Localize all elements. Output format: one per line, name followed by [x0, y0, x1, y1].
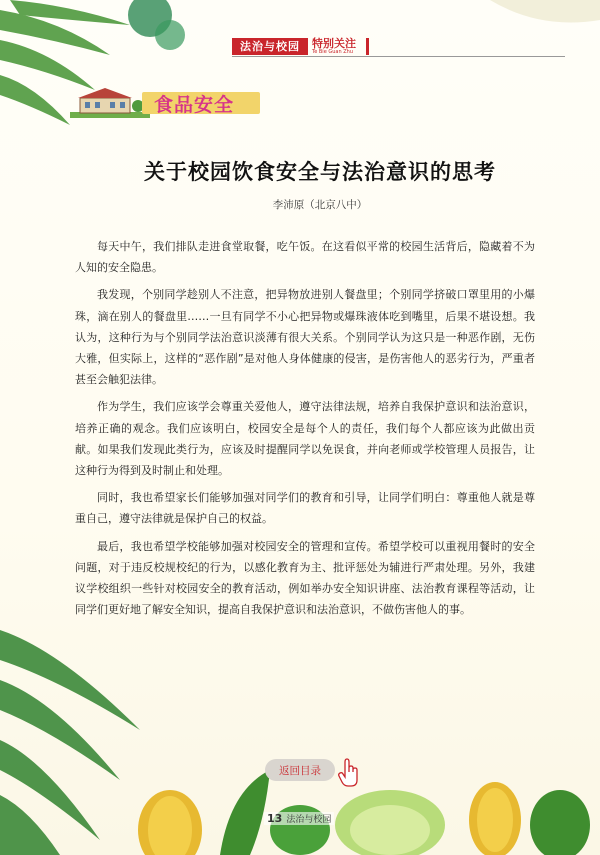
column-pinyin: Te Bie Guan Zhu: [312, 49, 353, 55]
paragraph: 同时，我也希望家长们能够加强对同学们的教育和引导，让同学们明白：尊重他人就是尊重自己，遵守法律就是保护自己的权益。: [75, 491, 535, 526]
header-divider: [232, 56, 565, 57]
header-accent-bar: [366, 38, 369, 55]
page-footer: [264, 812, 334, 825]
school-building-icon: [70, 88, 150, 118]
leaves-top-right: [470, 0, 600, 60]
column-heading: [312, 38, 356, 55]
paragraph: 每天中午，我们排队走进食堂取餐，吃午饭。在这看似平常的校园生活背后，隐藏着不为人知的安全隐患。: [75, 240, 535, 275]
pointer-hand-icon[interactable]: [336, 758, 362, 788]
article-body: [75, 236, 535, 626]
article-author: 李沛原（北京八中）: [272, 199, 368, 211]
magazine-brand: 法治与校园: [232, 38, 308, 55]
column-title: 特别关注: [312, 37, 356, 50]
paragraph: 最后，我也希望学校能够加强对校园安全的管理和宣传。希望学校可以重视用餐时的安全问题，对于违反校规校纪的行为，以感化教育为主、批评惩处为辅进行严肃处理。另外，我建议学校组织一些针对校园安全的教育活动，例如举办安全知识讲座、法治教育课程等活动，让同学们更好地了解安全知识，提高自我保护意识和法治意识，不做伤害他人的事。: [75, 539, 535, 617]
footer-magazine-name: 法治与校园: [286, 815, 332, 825]
page-number: 13: [267, 812, 283, 825]
back-to-contents-button[interactable]: 返回目录: [265, 759, 335, 781]
section-tag: [70, 88, 262, 118]
paragraph: 我发现，个别同学趁别人不注意，把异物放进别人餐盘里；个别同学挤破口罩里用的小爆珠，滴在别人的餐盘里……一旦有同学不小心把异物或爆珠液体吃到嘴里，后果不堪设想。我认为，这种行为与个别同学法治意识淡薄有很大关系。个别同学认为这只是一种恶作剧，无伤大雅，但实际上，这样的“恶作剧”是对他人身体健康的侵害，是伤害他人的恶劣行为，严重者甚至会触犯法律。: [75, 288, 535, 387]
paragraph: 作为学生，我们应该学会尊重关爱他人，遵守法律法规，培养自我保护意识和法治意识，培养正确的观念。我们应该明白，校园安全是每个人的责任，我们每个人都应该为此做出贡献。如果我们发现此类行为，应该及时提醒同学以免误食，并向老师或学校管理人员报告，让这种行为得到及时制止和处理。: [75, 400, 535, 478]
article-title: 关于校园饮食安全与法治意识的思考: [144, 160, 496, 184]
palm-leaves-top-left: [0, 0, 200, 150]
magazine-header: [232, 38, 356, 55]
section-label: 食品安全: [154, 94, 235, 116]
